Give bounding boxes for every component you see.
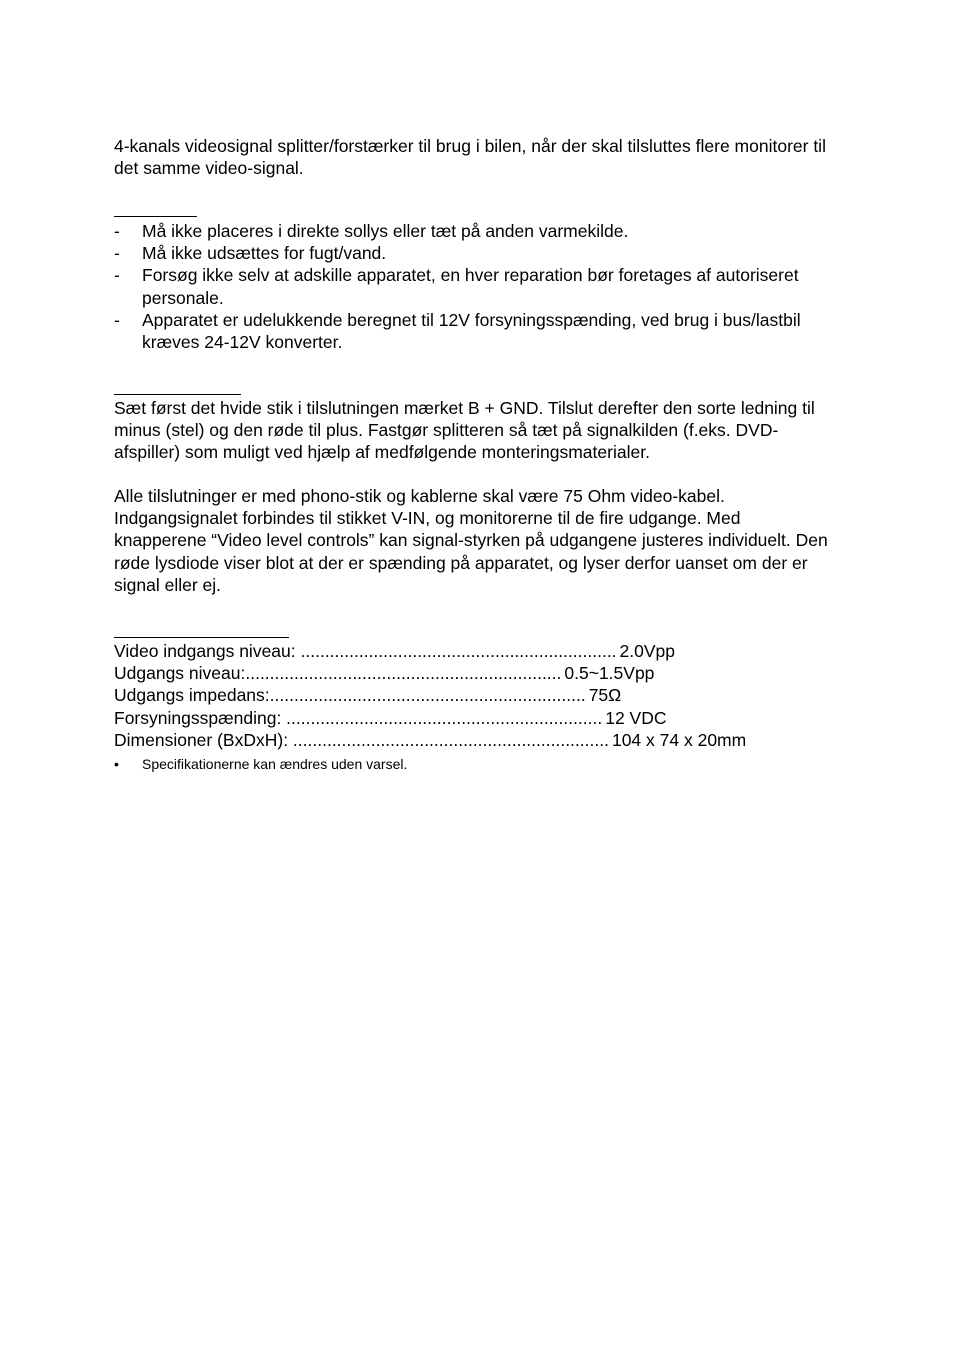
spec-label: Udgangs impedans: — [114, 685, 270, 706]
dash-bullet: - — [114, 243, 120, 264]
list-item-text: Forsøg ikke selv at adskille apparatet, en hver reparation bør foretages af autoriseret personale. — [142, 265, 799, 308]
spec-label: Video indgangs niveau: — [114, 641, 296, 661]
list-item — [114, 264, 834, 308]
dot-leader: ................................................................. — [295, 641, 617, 661]
list-item — [114, 309, 834, 353]
spec-label: Forsyningsspænding: — [114, 707, 282, 728]
warnings-list — [114, 220, 834, 353]
list-item — [114, 242, 834, 264]
specs-heading-underline — [114, 637, 289, 638]
dash-bullet: - — [114, 265, 120, 286]
dash-bullet: - — [114, 221, 120, 241]
spec-row — [114, 640, 676, 662]
spec-value: 0.5~1.5Vpp — [564, 663, 655, 684]
spec-label: Udgangs niveau: — [114, 663, 246, 684]
warnings-heading-underline — [114, 216, 197, 217]
spec-row — [114, 729, 747, 751]
list-item-text: Apparatet er udelukkende beregnet til 12V forsyningsspænding, ved brug i bus/lastbil kræves 24-12V konverter. — [142, 309, 801, 353]
installation-paragraph-2: Alle tilslutninger er med phono-stik og kablerne skal være 75 Ohm video-kabel. Indgangsignalet forbindes til stikket V-IN, og monitorerne til de fire udgange. Med knapperene “Video level controls” kan signal-styrken på udgangene justeres individuelt. Den røde lysdiode viser blot at der er spænding på apparatet, og lyser derfor uanset om der er signal eller ej. — [114, 486, 828, 595]
list-item-text: Må ikke udsættes for fugt/vand. — [142, 243, 387, 264]
specs-note-text: Specifikationerne kan ændres uden varsel. — [142, 756, 408, 772]
installation-paragraph-1: Sæt først det hvide stik i tilslutningen mærket B + GND. Tilslut derefter den sorte ledning til minus (stel) og den røde til plus. Fastgør splitteren så tæt på signalkilden (f.eks. DVD-afspiller) som muligt ved hjælp af medfølgende monteringsmaterialer. — [114, 398, 815, 463]
spec-row — [114, 707, 667, 729]
spec-value: 2.0Vpp — [619, 641, 676, 661]
dot-leader: ................................................................. — [245, 663, 562, 684]
bullet-icon: • — [114, 756, 119, 772]
dash-bullet: - — [114, 309, 120, 330]
dot-leader: ................................................................. — [269, 685, 586, 706]
intro-paragraph: 4-kanals videosignal splitter/forstærker til brug i bilen, når der skal tilsluttes flere monitorer til det samme video-signal. — [114, 136, 826, 179]
spec-value: 104 x 74 x 20mm — [611, 729, 747, 750]
spec-value: 75Ω — [588, 685, 622, 706]
dot-leader: ................................................................. — [288, 729, 609, 750]
spec-label: Dimensioner (BxDxH): — [114, 729, 289, 750]
list-item-text: Må ikke placeres i direkte sollys eller tæt på anden varmekilde. — [142, 221, 629, 241]
spec-value: 12 VDC — [605, 707, 667, 728]
installation-heading-underline — [114, 394, 241, 395]
spec-row — [114, 662, 655, 684]
list-item — [114, 220, 834, 242]
specs-table — [114, 640, 747, 751]
dot-leader: ................................................................. — [281, 707, 603, 728]
spec-row — [114, 684, 622, 706]
